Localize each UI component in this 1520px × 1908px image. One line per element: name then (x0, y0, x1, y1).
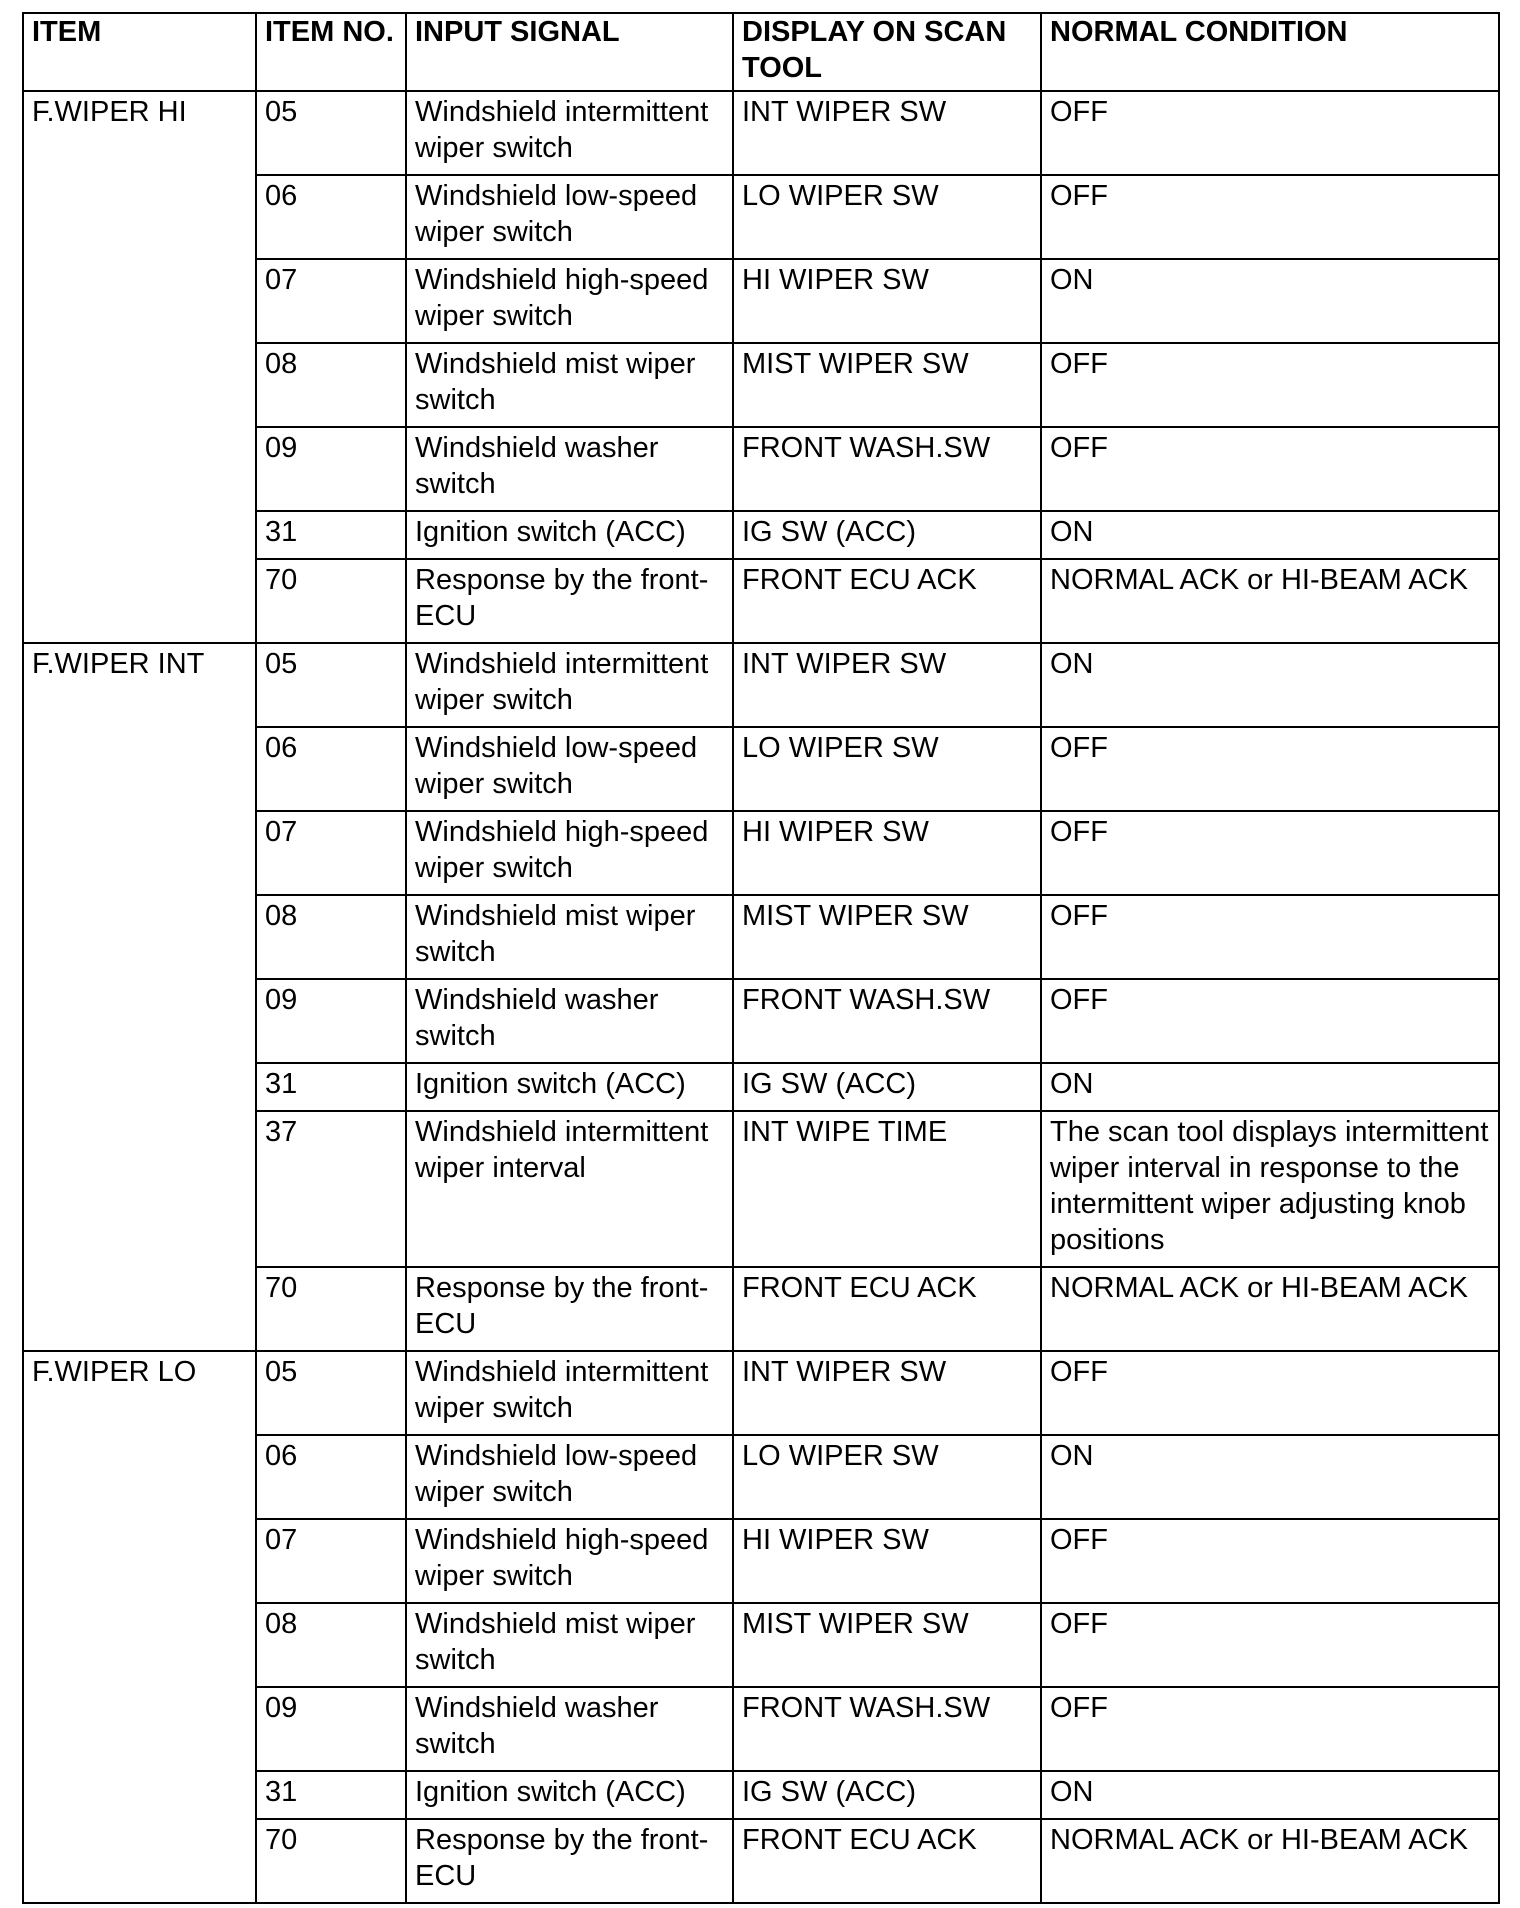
item-no-cell: 70 (256, 559, 406, 643)
normal-condition-cell: OFF (1041, 1519, 1499, 1603)
item-no-cell: 31 (256, 1063, 406, 1111)
scan-tool-display-cell: FRONT ECU ACK (733, 1267, 1041, 1351)
scan-tool-display-cell: LO WIPER SW (733, 1435, 1041, 1519)
item-no-cell: 06 (256, 1435, 406, 1519)
item-no-cell: 06 (256, 175, 406, 259)
scan-tool-display-cell: FRONT WASH.SW (733, 1687, 1041, 1771)
input-signal-cell: Windshield intermittent wiper switch (406, 91, 733, 175)
item-no-cell: 08 (256, 343, 406, 427)
item-no-cell: 37 (256, 1111, 406, 1267)
input-signal-cell: Windshield mist wiper switch (406, 895, 733, 979)
scan-tool-display-cell: HI WIPER SW (733, 1519, 1041, 1603)
table-row (23, 1351, 1499, 1435)
scan-tool-display-cell: LO WIPER SW (733, 175, 1041, 259)
normal-condition-cell: OFF (1041, 1687, 1499, 1771)
scan-tool-display-cell: FRONT WASH.SW (733, 427, 1041, 511)
input-signal-cell: Windshield intermittent wiper switch (406, 643, 733, 727)
item-no-cell: 05 (256, 91, 406, 175)
header-row (23, 13, 1499, 91)
item-no-cell: 31 (256, 511, 406, 559)
input-signal-cell: Windshield washer switch (406, 1687, 733, 1771)
header-input-signal: INPUT SIGNAL (406, 13, 733, 91)
input-signal-cell: Response by the front-ECU (406, 559, 733, 643)
table-body (23, 91, 1499, 1903)
scan-tool-display-cell: IG SW (ACC) (733, 1771, 1041, 1819)
normal-condition-cell: NORMAL ACK or HI-BEAM ACK (1041, 1819, 1499, 1903)
scan-tool-display-cell: INT WIPE TIME (733, 1111, 1041, 1267)
normal-condition-cell: The scan tool displays intermittent wiper interval in response to the intermittent wiper adjusting knob positions (1041, 1111, 1499, 1267)
header-item: ITEM (23, 13, 256, 91)
input-signal-cell: Windshield low-speed wiper switch (406, 727, 733, 811)
item-no-cell: 08 (256, 1603, 406, 1687)
item-no-cell: 09 (256, 1687, 406, 1771)
item-group-cell: F.WIPER HI (23, 91, 256, 643)
item-no-cell: 05 (256, 1351, 406, 1435)
input-signal-cell: Ignition switch (ACC) (406, 511, 733, 559)
wiper-data-list-table (22, 12, 1500, 1904)
normal-condition-cell: OFF (1041, 1603, 1499, 1687)
normal-condition-cell: NORMAL ACK or HI-BEAM ACK (1041, 559, 1499, 643)
input-signal-cell: Windshield intermittent wiper switch (406, 1351, 733, 1435)
item-no-cell: 09 (256, 427, 406, 511)
input-signal-cell: Windshield high-speed wiper switch (406, 811, 733, 895)
normal-condition-cell: OFF (1041, 727, 1499, 811)
item-no-cell: 08 (256, 895, 406, 979)
item-no-cell: 07 (256, 811, 406, 895)
normal-condition-cell: ON (1041, 1063, 1499, 1111)
normal-condition-cell: OFF (1041, 895, 1499, 979)
input-signal-cell: Response by the front-ECU (406, 1819, 733, 1903)
scan-tool-display-cell: LO WIPER SW (733, 727, 1041, 811)
header-item-no: ITEM NO. (256, 13, 406, 91)
normal-condition-cell: OFF (1041, 91, 1499, 175)
scan-tool-display-cell: INT WIPER SW (733, 643, 1041, 727)
item-no-cell: 05 (256, 643, 406, 727)
input-signal-cell: Windshield high-speed wiper switch (406, 259, 733, 343)
scan-tool-display-cell: INT WIPER SW (733, 91, 1041, 175)
input-signal-cell: Ignition switch (ACC) (406, 1771, 733, 1819)
item-no-cell: 06 (256, 727, 406, 811)
normal-condition-cell: OFF (1041, 979, 1499, 1063)
input-signal-cell: Windshield high-speed wiper switch (406, 1519, 733, 1603)
item-no-cell: 07 (256, 259, 406, 343)
table-row (23, 643, 1499, 727)
input-signal-cell: Ignition switch (ACC) (406, 1063, 733, 1111)
input-signal-cell: Windshield intermittent wiper interval (406, 1111, 733, 1267)
header-display-on-scan-tool: DISPLAY ON SCAN TOOL (733, 13, 1041, 91)
scan-tool-display-cell: HI WIPER SW (733, 811, 1041, 895)
item-no-cell: 07 (256, 1519, 406, 1603)
input-signal-cell: Windshield low-speed wiper switch (406, 1435, 733, 1519)
item-no-cell: 70 (256, 1267, 406, 1351)
item-group-cell: F.WIPER INT (23, 643, 256, 1351)
input-signal-cell: Windshield mist wiper switch (406, 1603, 733, 1687)
input-signal-cell: Response by the front-ECU (406, 1267, 733, 1351)
normal-condition-cell: ON (1041, 1771, 1499, 1819)
input-signal-cell: Windshield mist wiper switch (406, 343, 733, 427)
table-row (23, 91, 1499, 175)
item-no-cell: 31 (256, 1771, 406, 1819)
scan-tool-display-cell: MIST WIPER SW (733, 895, 1041, 979)
normal-condition-cell: OFF (1041, 343, 1499, 427)
header-normal-condition: NORMAL CONDITION (1041, 13, 1499, 91)
scan-tool-display-cell: MIST WIPER SW (733, 1603, 1041, 1687)
scan-tool-display-cell: IG SW (ACC) (733, 511, 1041, 559)
normal-condition-cell: ON (1041, 643, 1499, 727)
scan-tool-display-cell: HI WIPER SW (733, 259, 1041, 343)
input-signal-cell: Windshield washer switch (406, 427, 733, 511)
scan-tool-display-cell: INT WIPER SW (733, 1351, 1041, 1435)
normal-condition-cell: NORMAL ACK or HI-BEAM ACK (1041, 1267, 1499, 1351)
normal-condition-cell: ON (1041, 259, 1499, 343)
normal-condition-cell: OFF (1041, 427, 1499, 511)
item-no-cell: 70 (256, 1819, 406, 1903)
item-group-cell: F.WIPER LO (23, 1351, 256, 1903)
normal-condition-cell: ON (1041, 1435, 1499, 1519)
input-signal-cell: Windshield washer switch (406, 979, 733, 1063)
input-signal-cell: Windshield low-speed wiper switch (406, 175, 733, 259)
scan-tool-display-cell: FRONT ECU ACK (733, 1819, 1041, 1903)
scan-tool-display-cell: IG SW (ACC) (733, 1063, 1041, 1111)
scan-tool-display-cell: FRONT ECU ACK (733, 559, 1041, 643)
normal-condition-cell: OFF (1041, 1351, 1499, 1435)
scan-tool-display-cell: MIST WIPER SW (733, 343, 1041, 427)
normal-condition-cell: ON (1041, 511, 1499, 559)
normal-condition-cell: OFF (1041, 175, 1499, 259)
item-no-cell: 09 (256, 979, 406, 1063)
normal-condition-cell: OFF (1041, 811, 1499, 895)
scan-tool-display-cell: FRONT WASH.SW (733, 979, 1041, 1063)
